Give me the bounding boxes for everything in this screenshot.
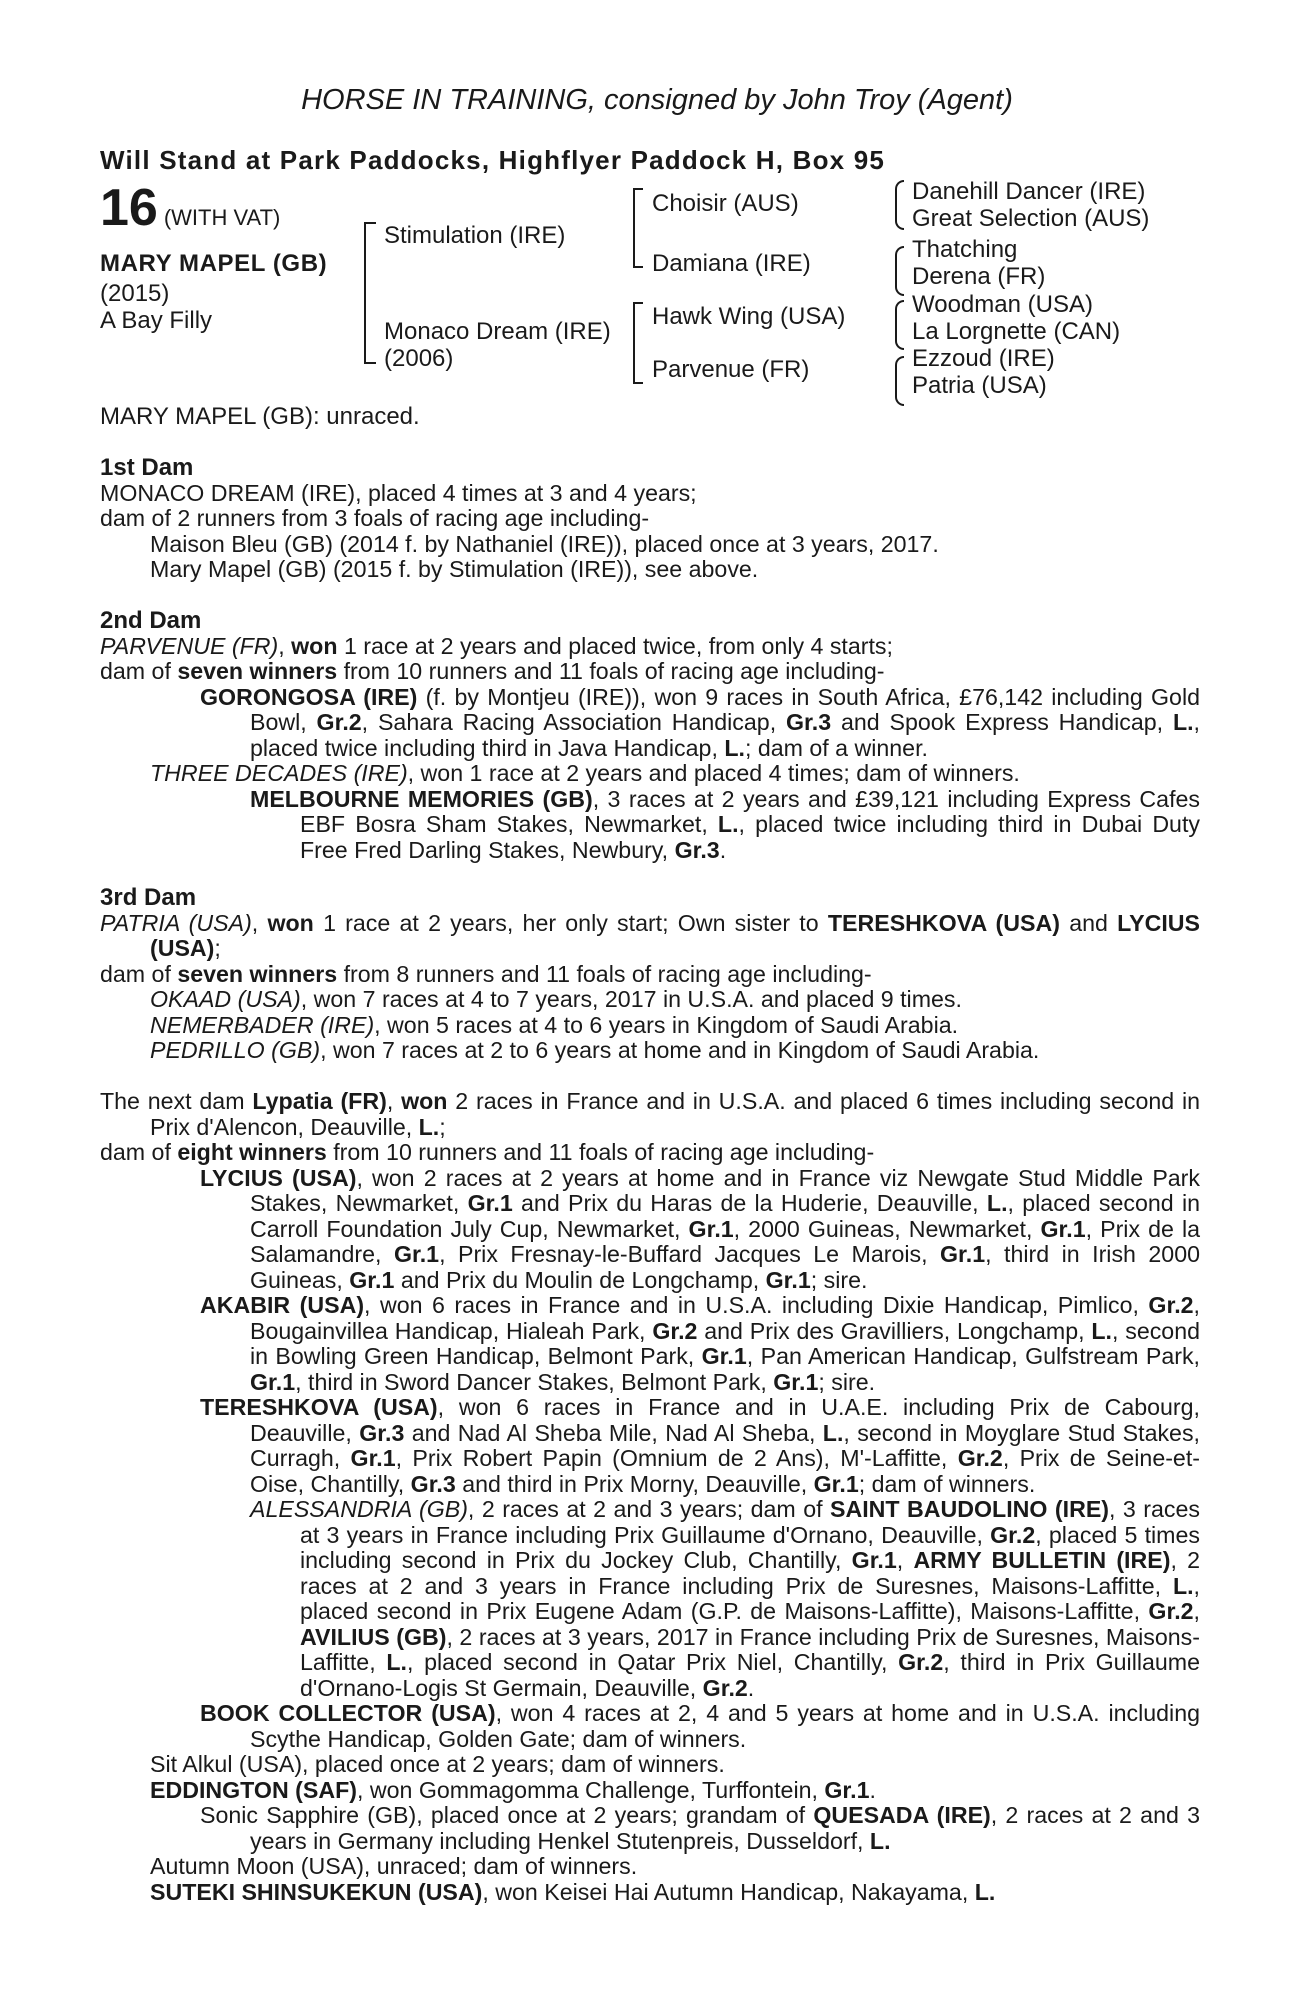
text-run: , third in Irish 2000 Guineas, — [250, 1241, 1200, 1293]
text-run: NEMERBADER (IRE) — [150, 1011, 375, 1038]
text-run: , won 2 races at 2 years at home and in France viz Newgate Stud Middle Park Stakes, Newmarket, — [250, 1164, 1200, 1216]
text-run: L. — [986, 1190, 1008, 1216]
text-run: , placed 5 times including second in Prix du Jockey Club, Chantilly, — [300, 1521, 1200, 1573]
text-run: Lypatia (FR) — [252, 1088, 387, 1114]
consignor-heading: HORSE IN TRAINING, consigned by John Troy (Agent) — [301, 84, 1013, 116]
text-run: ; — [439, 1113, 446, 1140]
text-run: , second in Bowling Green Handicap, Belmont Park, — [250, 1317, 1200, 1369]
text-run: L. — [869, 1827, 891, 1854]
text-run: , won Gommagomma Challenge, Turffontein, — [356, 1776, 825, 1803]
pedigree-dam-sire: Hawk Wing (USA) — [652, 303, 846, 330]
text-run: Gr.3 — [674, 836, 720, 863]
text-run: L. — [1172, 1572, 1194, 1599]
pedigree-gg-3: Thatching — [912, 236, 1018, 263]
text-run: ; dam of a winner. — [744, 734, 928, 761]
pedigree-sire-sire: Choisir (AUS) — [652, 190, 799, 217]
text-run: and Prix du Moulin de Longchamp, — [394, 1266, 766, 1293]
text-run: , won Keisei Hai Autumn Handicap, Nakayama, — [482, 1878, 975, 1905]
produce-item — [100, 1497, 1200, 1701]
text-run: TERESHKOVA (USA) — [200, 1394, 438, 1420]
text-run: Gr.2 — [990, 1521, 1036, 1548]
pedigree-gg-8: Patria (USA) — [912, 372, 1047, 399]
third-dam-produce — [100, 962, 1200, 988]
text-run: QUESADA (IRE) — [813, 1802, 991, 1828]
text-run: Gr.3 — [785, 709, 832, 735]
text-run: EDDINGTON (SAF) — [150, 1776, 357, 1803]
text-run: Gr.1 — [350, 1445, 396, 1471]
text-run: PARVENUE (FR) — [100, 632, 279, 659]
pedigree-bracket-g4 — [895, 356, 904, 406]
text-run: AVILIUS (GB) — [300, 1623, 447, 1650]
second-dam-line — [100, 634, 1200, 660]
text-run: Gr.1 — [250, 1368, 296, 1395]
text-run: Gr.1 — [467, 1190, 513, 1216]
text-run: , Prix Robert Papin (Omnium de 2 Ans), M'-Laffitte, — [395, 1445, 958, 1471]
text-run: Gr.3 — [410, 1470, 456, 1497]
text-run: and Prix des Gravilliers, Longchamp, — [697, 1317, 1092, 1344]
pedigree-dam-year: (2006) — [384, 345, 454, 372]
text-run: Gr.2 — [957, 1445, 1003, 1471]
second-dam-section — [100, 608, 1200, 863]
text-run: and Nad Al Sheba Mile, Nad Al Sheba, — [404, 1419, 823, 1446]
text-run: ; dam of winners. — [858, 1470, 1036, 1497]
text-run: , placed second in Carroll Foundation July Cup, Newmarket, — [250, 1190, 1200, 1242]
text-run: won — [291, 632, 338, 659]
produce-item: Mary Mapel (GB) (2015 f. by Stimulation (IRE)), see above. — [150, 556, 759, 582]
text-run: L. — [974, 1878, 996, 1905]
text-run: . — [747, 1674, 755, 1701]
pedigree-bracket-sire — [633, 188, 643, 268]
text-run: Gr.2 — [702, 1674, 748, 1701]
stand-location: Will Stand at Park Paddocks, Highflyer Paddock H, Box 95 — [100, 145, 886, 175]
text-run: , — [896, 1547, 914, 1573]
text-run: 1 race at 2 years, her only start; Own sister to — [313, 909, 828, 936]
text-run: , won 4 races at 2, 4 and 5 years at home and in U.S.A. including Scythe Handicap, Golden Gate; dam of winners. — [250, 1700, 1200, 1752]
produce-item — [100, 1395, 1200, 1497]
text-run: 1 race at 2 years and placed twice, from only 4 starts; — [337, 632, 893, 659]
text-run: Gr.1 — [851, 1547, 897, 1573]
text-run: , won 7 races at 2 to 6 years at home and in Kingdom of Saudi Arabia. — [320, 1037, 1040, 1063]
text-run: L. — [717, 811, 739, 837]
text-run: , placed twice including third in Dubai Duty Free Fred Darling Stakes, Newbury, — [300, 811, 1200, 863]
produce-item — [100, 1038, 1200, 1064]
text-run: AKABIR (USA) — [200, 1292, 365, 1318]
text-run: from 8 runners and 11 foals of racing age including- — [337, 960, 872, 987]
text-run: . — [719, 836, 727, 863]
horse-year: (2015) — [100, 280, 170, 307]
text-run: seven winners — [177, 658, 338, 684]
text-run: Gr.2 — [652, 1317, 698, 1344]
text-run: , won 6 races in France and in U.S.A. including Dixie Handicap, Pimlico, — [364, 1292, 1149, 1318]
text-run: OKAAD (USA) — [150, 986, 301, 1012]
text-run: Gr.1 — [765, 1266, 811, 1293]
text-run: ARMY BULLETIN (IRE) — [913, 1547, 1171, 1573]
text-run: , 2 races at 2 and 3 years; dam of — [467, 1496, 831, 1522]
text-run: and third in Prix Morny, Deauville, — [455, 1470, 814, 1497]
text-run: LYCIUS (USA) — [150, 909, 1201, 961]
text-run: Gr.1 — [824, 1776, 870, 1803]
text-run: , won 7 races at 4 to 7 years, 2017 in U.S.A. and placed 9 times. — [300, 986, 962, 1012]
text-run: , won 1 race at 2 years and placed 4 times; dam of winners. — [407, 760, 1020, 786]
text-run: ; — [214, 935, 221, 961]
produce-item — [100, 987, 1200, 1013]
produce-item — [100, 1013, 1200, 1039]
text-run: Gr.1 — [393, 1241, 440, 1267]
next-dam-section — [100, 1089, 1200, 1905]
pedigree-sire: Stimulation (IRE) — [384, 222, 566, 249]
text-run: , placed twice including third in Java Handicap, — [250, 709, 1200, 761]
text-run: won — [267, 909, 314, 936]
text-run: Gr.3 — [359, 1419, 405, 1446]
first-dam-line: MONACO DREAM (IRE), placed 4 times at 3 and 4 years; — [100, 479, 697, 506]
text-run: , — [1193, 1598, 1200, 1624]
text-run: , 2000 Guineas, Newmarket, — [733, 1215, 1041, 1242]
pedigree-gg-1: Danehill Dancer (IRE) — [912, 178, 1146, 205]
text-run: ALESSANDRIA (GB) — [250, 1496, 468, 1522]
text-run: Gr.1 — [349, 1266, 395, 1293]
text-run: , 2 races at 2 and 3 years in Germany including Henkel Stutenpreis, Dusseldorf, — [250, 1802, 1200, 1854]
text-run: PEDRILLO (GB) — [150, 1037, 321, 1063]
pedigree-gg-6: La Lorgnette (CAN) — [912, 318, 1121, 345]
text-run: THREE DECADES (IRE) — [150, 760, 408, 786]
pedigree-bracket-dam — [633, 302, 643, 384]
text-run: , Bougainvillea Handicap, Hialeah Park, — [250, 1292, 1200, 1344]
pedigree-bracket-main — [364, 222, 376, 364]
pedigree-bracket-g3 — [895, 300, 904, 350]
text-run: The next dam — [100, 1088, 253, 1114]
third-dam-title: 3rd Dam — [100, 884, 197, 911]
produce-item: Autumn Moon (USA), unraced; dam of winners. — [150, 1853, 638, 1879]
text-run: PATRIA (USA) — [100, 909, 252, 936]
produce-item — [100, 1166, 1200, 1294]
produce-item — [100, 685, 1200, 762]
text-run: TERESHKOVA (USA) — [827, 909, 1060, 936]
pedigree-gg-2: Great Selection (AUS) — [912, 205, 1150, 232]
produce-item — [100, 1880, 1200, 1906]
text-run: and Spook Express Handicap, — [831, 709, 1173, 735]
lot-number-block — [100, 178, 280, 238]
produce-item — [100, 1778, 1200, 1804]
text-run: MELBOURNE MEMORIES (GB) — [250, 785, 593, 812]
text-run: L. — [418, 1113, 440, 1140]
text-run: , 2 races at 3 years, 2017 in France including Prix de Suresnes, Maisons-Laffitte, — [300, 1623, 1200, 1675]
text-run: , second in Moyglare Stud Stakes, Curragh, — [250, 1419, 1200, 1471]
produce-item — [100, 1803, 1200, 1854]
text-run: GORONGOSA (IRE) — [200, 683, 418, 710]
text-run: L. — [822, 1419, 844, 1446]
vat-note: (WITH VAT) — [163, 205, 281, 230]
next-dam-produce — [100, 1140, 1200, 1166]
text-run: , — [251, 909, 268, 936]
race-record: MARY MAPEL (GB): unraced. — [100, 403, 420, 430]
text-run: Gr.1 — [688, 1215, 734, 1242]
text-run: , third in Sword Dancer Stakes, Belmont Park, — [295, 1368, 774, 1395]
text-run: , third in Prix Guillaume d'Ornano-Logis St Germain, Deauville, — [300, 1649, 1201, 1701]
text-run: , 2 races at 2 and 3 years in France including Prix de Suresnes, Maisons-Laffitte, — [300, 1547, 1200, 1599]
text-run: (f. by Montjeu (IRE)), won 9 races in South Africa, £76,142 including Gold Bowl, — [250, 683, 1200, 735]
horse-description: A Bay Filly — [100, 307, 213, 334]
produce-item — [100, 787, 1200, 864]
text-run: L. — [386, 1649, 407, 1675]
text-run: Gr.2 — [316, 709, 362, 735]
text-run: seven winners — [177, 960, 338, 987]
next-dam-line — [100, 1089, 1200, 1140]
third-dam-section — [100, 885, 1200, 1064]
text-run: dam of — [100, 658, 178, 684]
pedigree-gg-7: Ezzoud (IRE) — [912, 345, 1055, 372]
first-dam-section — [100, 455, 1200, 583]
text-run: L. — [1172, 709, 1194, 735]
text-run: Gr.2 — [1148, 1598, 1194, 1624]
text-run: Gr.2 — [898, 1649, 944, 1675]
pedigree-bracket-g1 — [895, 180, 904, 230]
text-run: Gr.1 — [1040, 1215, 1086, 1242]
text-run: , won 5 races at 4 to 6 years in Kingdom of Saudi Arabia. — [374, 1011, 959, 1038]
text-run: , Sahara Racing Association Handicap, — [361, 709, 786, 735]
text-run: LYCIUS (USA) — [200, 1164, 357, 1191]
text-run: , — [278, 632, 292, 659]
lot-number: 16 — [100, 179, 158, 237]
text-run: SAINT BAUDOLINO (IRE) — [830, 1496, 1110, 1522]
text-run: , 3 races at 3 years in France including Prix Guillaume d'Ornano, Deauville, — [300, 1496, 1200, 1548]
text-run: . — [869, 1776, 876, 1803]
text-run: Gr.1 — [813, 1470, 859, 1497]
pedigree-dam: Monaco Dream (IRE) — [384, 318, 611, 345]
produce-item — [100, 1293, 1200, 1395]
pedigree-bracket-g2 — [895, 246, 904, 296]
text-run: 2 races in France and in U.S.A. and placed 6 times including second in Prix d'Alencon, Deauville, — [150, 1088, 1200, 1140]
first-dam-title: 1st Dam — [100, 454, 194, 481]
pedigree-gg-5: Woodman (USA) — [912, 291, 1093, 318]
text-run: , Prix de la Salamandre, — [250, 1215, 1201, 1267]
text-run: dam of — [100, 960, 178, 987]
text-run: dam of — [100, 1139, 178, 1165]
text-run: and Prix du Haras de la Huderie, Deauville, — [512, 1190, 987, 1216]
text-run: , placed second in Qatar Prix Niel, Chantilly, — [406, 1649, 899, 1675]
text-run: won — [401, 1088, 448, 1114]
text-run: , Prix de Seine-et-Oise, Chantilly, — [250, 1445, 1200, 1497]
text-run: , — [386, 1088, 402, 1114]
text-run: ; sire. — [810, 1266, 868, 1293]
text-run: Sonic Sapphire (GB), placed once at 2 years; grandam of — [200, 1802, 814, 1828]
produce-item: Sit Alkul (USA), placed once at 2 years; dam of winners. — [150, 1751, 725, 1777]
text-run: SUTEKI SHINSUKEKUN (USA) — [150, 1878, 483, 1905]
text-run: eight winners — [177, 1139, 327, 1165]
text-run: Gr.2 — [1148, 1292, 1194, 1318]
text-run: , won 6 races in France and in U.A.E. including Prix de Cabourg, Deauville, — [250, 1394, 1200, 1446]
text-run: , 3 races at 2 years and £39,121 including Express Cafes EBF Bosra Sham Stakes, Newmarket, — [300, 785, 1200, 837]
produce-item: Maison Bleu (GB) (2014 f. by Nathaniel (IRE)), placed once at 3 years, 2017. — [150, 530, 939, 557]
text-run: ; sire. — [818, 1368, 876, 1395]
text-run: Gr.1 — [940, 1241, 986, 1267]
text-run: , Pan American Handicap, Gulfstream Park, — [746, 1343, 1200, 1369]
text-run: , placed second in Prix Eugene Adam (G.P. de Maisons-Laffitte), Maisons-Laffitte, — [300, 1572, 1200, 1624]
pedigree-gg-4: Derena (FR) — [912, 263, 1046, 290]
second-dam-produce — [100, 659, 1200, 685]
text-run: Gr.1 — [773, 1368, 819, 1395]
pedigree-dam-dam: Parvenue (FR) — [652, 356, 810, 383]
first-dam-produce: dam of 2 runners from 3 foals of racing age including- — [100, 505, 650, 531]
text-run: from 10 runners and 11 foals of racing age including- — [326, 1139, 875, 1165]
text-run: L. — [724, 734, 745, 761]
text-run: from 10 runners and 11 foals of racing age including- — [337, 658, 885, 684]
second-dam-title: 2nd Dam — [100, 607, 202, 634]
text-run: L. — [1091, 1317, 1112, 1344]
text-run: Gr.1 — [701, 1343, 747, 1369]
produce-item — [100, 1701, 1200, 1752]
third-dam-line — [100, 911, 1200, 962]
horse-name: MARY MAPEL (GB) — [100, 250, 328, 277]
produce-item — [100, 761, 1200, 787]
text-run: and — [1059, 909, 1118, 936]
pedigree-sire-dam: Damiana (IRE) — [652, 250, 811, 277]
text-run: BOOK COLLECTOR (USA) — [200, 1700, 496, 1726]
text-run: , Prix Fresnay-le-Buffard Jacques Le Marois, — [439, 1241, 941, 1267]
